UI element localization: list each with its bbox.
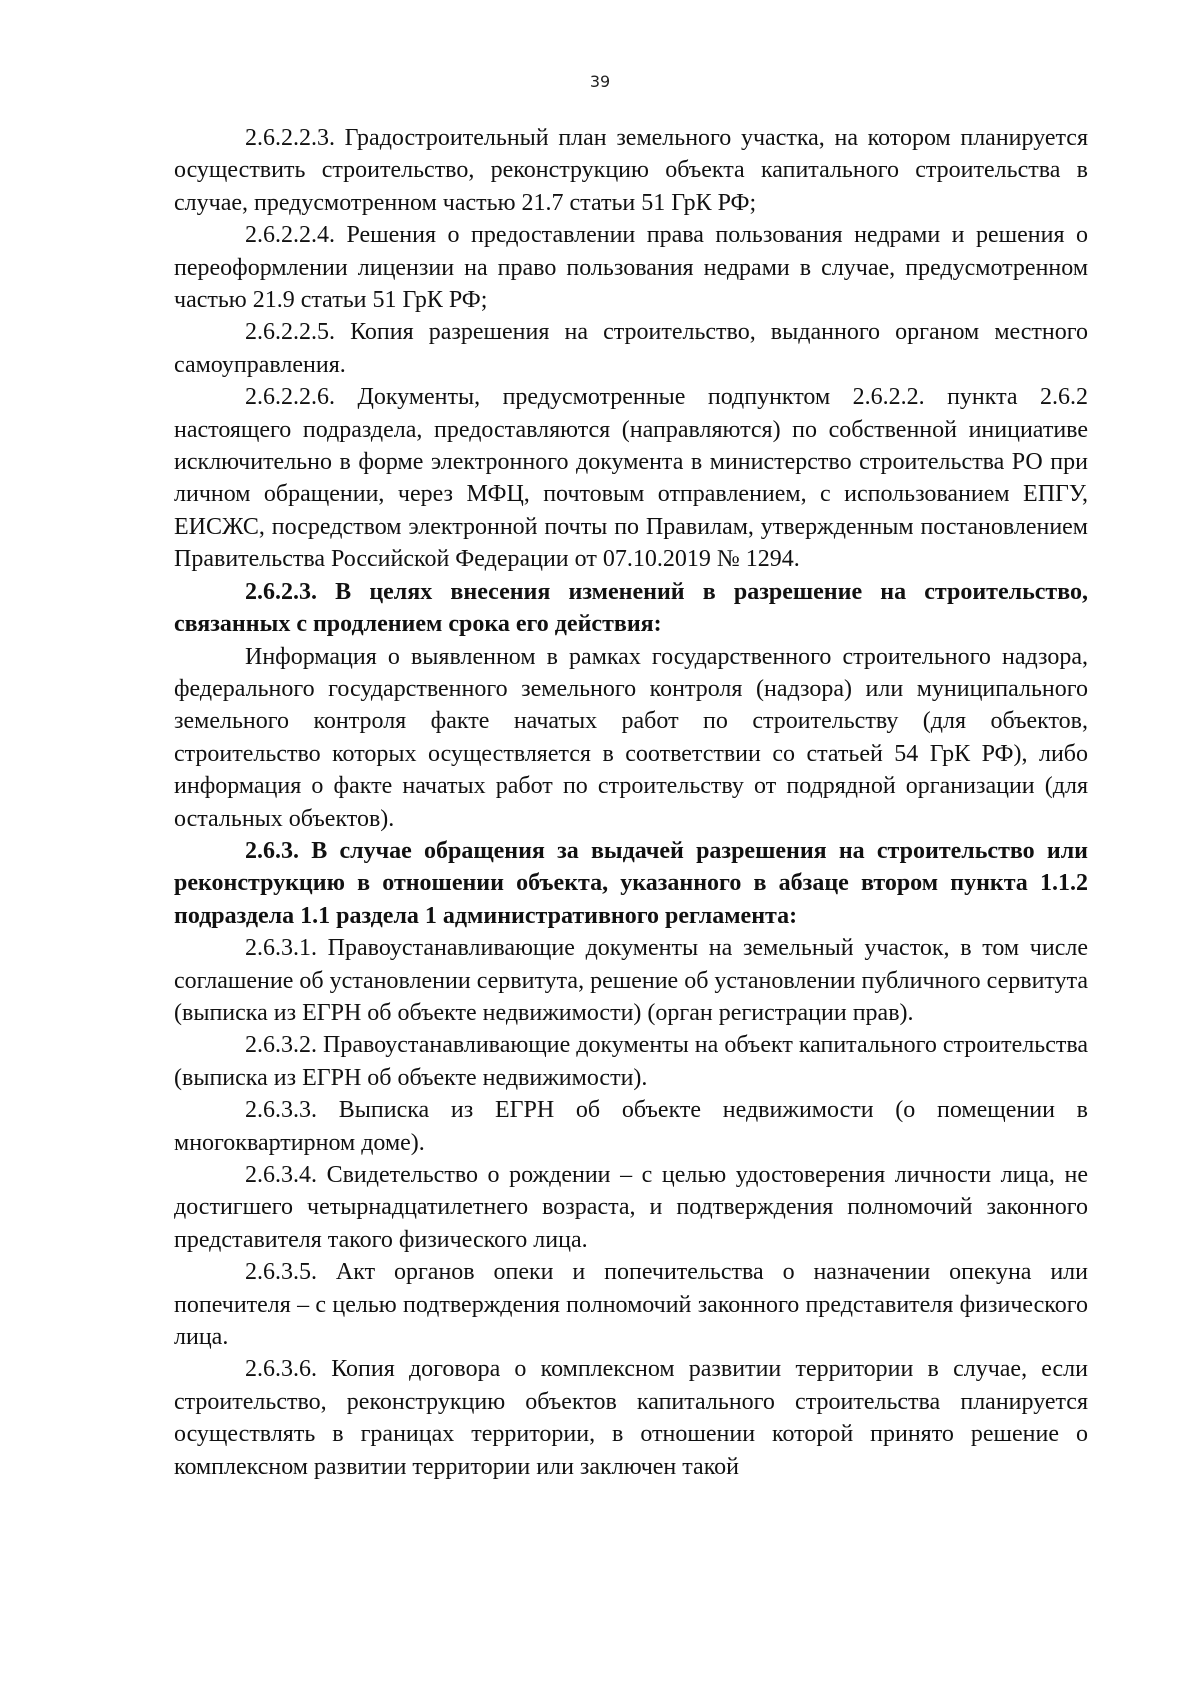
document-body xyxy=(174,122,1088,1483)
paragraph-2-6-2-2-3: 2.6.2.2.3. Градостроительный план земельного участка, на котором планируется осуществить строительство, реконструкцию объекта капитального строительства в случае, предусмотренном частью 21.7 статьи 51 ГрК РФ; xyxy=(174,125,1088,216)
paragraph-2-6-3-6: 2.6.3.6. Копия договора о комплексном развитии территории в случае, если строительство, реконструкцию объектов капитального строительства планируется осуществлять в границах территории, в отношении которой принято решение о комплексном развитии территории или заключен такой xyxy=(174,1356,1088,1480)
section-heading-2-6-3: 2.6.3. В случае обращения за выдачей разрешения на строительство или реконструкцию в отношении объекта, указанного в абзаце втором пункта 1.1.2 подраздела 1.1 раздела 1 административного регламента: xyxy=(174,837,1088,929)
paragraph-2-6-3-2: 2.6.3.2. Правоустанавливающие документы на объект капитального строительства (выписка из ЕГРН об объекте недвижимости). xyxy=(174,1032,1088,1091)
paragraph-information: Информация о выявленном в рамках государственного строительного надзора, федерального государственного земельного контроля (надзора) или муниципального земельного контроля факте начатых работ по строительству (для объектов, строительство которых осуществляется в соответствии со статьей 54 ГрК РФ), либо информация о факте начатых работ по строительству от подрядной организации (для остальных объектов). xyxy=(174,643,1088,832)
section-heading-2-6-2-3: 2.6.2.3. В целях внесения изменений в разрешение на строительство, связанных с продлением срока его действия: xyxy=(174,578,1088,638)
paragraph-2-6-2-2-6: 2.6.2.2.6. Документы, предусмотренные подпунктом 2.6.2.2. пункта 2.6.2 настоящего подраздела, предоставляются (направляются) по собственной инициативе исключительно в форме электронного документа в министерство строительства РО при личном обращении, через МФЦ, почтовым отправлением, с использованием ЕПГУ, ЕИСЖС, посредством электронной почты по Правилам, утвержденным постановлением Правительства Российской Федерации от 07.10.2019 № 1294. xyxy=(174,384,1088,573)
paragraph-2-6-3-5: 2.6.3.5. Акт органов опеки и попечительства о назначении опекуна или попечителя – с целью подтверждения полномочий законного представителя физического лица. xyxy=(174,1259,1088,1351)
paragraph-2-6-3-4: 2.6.3.4. Свидетельство о рождении – с целью удостоверения личности лица, не достигшего четырнадцатилетнего возраста, и подтверждения полномочий законного представителя такого физического лица. xyxy=(174,1162,1088,1253)
paragraph-2-6-2-2-5: 2.6.2.2.5. Копия разрешения на строительство, выданного органом местного самоуправления. xyxy=(174,319,1088,378)
paragraph-2-6-3-1: 2.6.3.1. Правоустанавливающие документы на земельный участок, в том числе соглашение об установлении сервитута, решение об установлении публичного сервитута (выписка из ЕГРН об объекте недвижимости) (орган регистрации прав). xyxy=(174,935,1089,1026)
page-number: 39 xyxy=(589,72,611,91)
paragraph-2-6-3-3: 2.6.3.3. Выписка из ЕГРН об объекте недвижимости (о помещении в многоквартирном доме). xyxy=(174,1097,1088,1156)
paragraph-2-6-2-2-4: 2.6.2.2.4. Решения о предоставлении права пользования недрами и решения о переоформлении лицензии на право пользования недрами в случае, предусмотренном частью 21.9 статьи 51 ГрК РФ; xyxy=(174,222,1088,314)
